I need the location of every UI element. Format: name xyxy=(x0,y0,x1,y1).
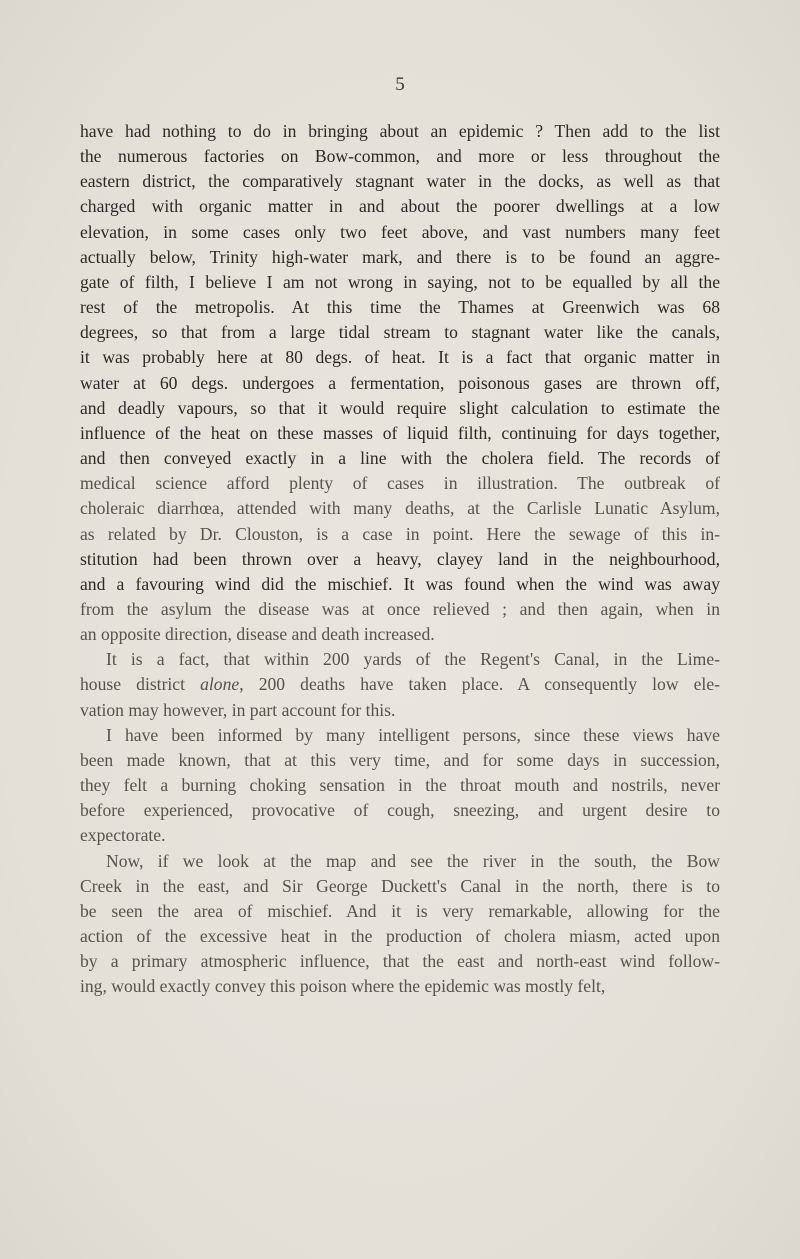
text-line: an opposite direction, disease and death increased. xyxy=(80,624,435,645)
text-line: as related by Dr. Clouston, is a case in point. Here the sewage of this in- xyxy=(80,523,720,544)
text-line: and a favouring wind did the mischief. It was found when the wind was away xyxy=(80,573,720,594)
text-line: action of the excessive heat in the production of cholera miasm, acted upon xyxy=(80,926,720,946)
text-line: vation may however, in part account for this. xyxy=(80,699,396,720)
text-line: medical science afford plenty of cases in illustration. The outbreak of xyxy=(80,473,720,494)
paragraph-4 xyxy=(80,849,720,1000)
text-line: Creek in the east, and Sir George Duckett's Canal in the north, there is to xyxy=(80,875,720,896)
text-line: It is a fact, that within 200 yards of the Regent's Canal, in the Lime- xyxy=(106,649,720,670)
text-line: degrees, so that from a large tidal stream to stagnant water like the canals, xyxy=(80,322,720,343)
text-line: elevation, in some cases only two feet above, and vast numbers many feet xyxy=(80,221,720,242)
text-line: and then conveyed exactly in a line with the cholera field. The records of xyxy=(80,448,720,469)
emphasis-text: alone xyxy=(200,674,240,695)
text-line: they felt a burning choking sensation in the throat mouth and nostrils, never xyxy=(80,775,720,796)
paragraph-2 xyxy=(80,647,720,722)
text-line: by a primary atmospheric influence, that the east and north-east wind follow- xyxy=(80,951,720,972)
text-line: choleraic diarrhœa, attended with many deaths, at the Carlisle Lunatic Asylum, xyxy=(80,498,720,519)
paragraph-3 xyxy=(80,723,720,849)
text-line: from the asylum the disease was at once relieved ; and then again, when in xyxy=(80,598,720,619)
text-line: expectorate. xyxy=(80,825,166,846)
text-line: water at 60 degs. undergoes a fermentation, poisonous gases are thrown off, xyxy=(80,372,720,393)
text-line: eastern district, the comparatively stagnant water in the docks, as well as that xyxy=(80,171,720,192)
text-line: charged with organic matter in and about the poorer dwellings at a low xyxy=(80,196,720,217)
text-line: actually below, Trinity high-water mark, and there is to be found an aggre- xyxy=(80,246,720,267)
text-line: before experienced, provocative of cough, sneezing, and urgent desire to xyxy=(80,800,720,821)
text-line: and deadly vapours, so that it would require slight calculation to estimate the xyxy=(80,397,720,418)
text-line: I have been informed by many intelligent persons, since these views have xyxy=(106,724,720,745)
text-line: Now, if we look at the map and see the river in the south, the Bow xyxy=(106,850,720,871)
text-line: ing, would exactly convey this poison where the epidemic was mostly felt, xyxy=(80,976,606,997)
text-line: rest of the metropolis. At this time the Thames at Greenwich was 68 xyxy=(80,297,720,318)
page-number: 5 xyxy=(395,74,405,95)
text-line: the numerous factories on Bow-common, and more or less throughout the xyxy=(80,146,720,167)
body-text xyxy=(80,119,720,999)
text-line: be seen the area of mischief. And it is very remarkable, allowing for the xyxy=(80,900,720,921)
paragraph-1 xyxy=(80,119,720,647)
text-line: it was probably here at 80 degs. of heat. It is a fact that organic matter in xyxy=(80,347,720,368)
text-line: been made known, that at this very time, and for some days in succession, xyxy=(80,749,720,770)
text-line: influence of the heat on these masses of liquid filth, continuing for days together, xyxy=(80,422,720,443)
text-line: have had nothing to do in bringing about an epidemic ? Then add to the list xyxy=(80,121,720,141)
text-line: gate of filth, I believe I am not wrong in saying, not to be equalled by all the xyxy=(80,271,720,292)
text-line: house district alone, 200 deaths have taken place. A consequently low ele- xyxy=(80,674,720,695)
text-line: stitution had been thrown over a heavy, clayey land in the neighbourhood, xyxy=(80,548,720,569)
